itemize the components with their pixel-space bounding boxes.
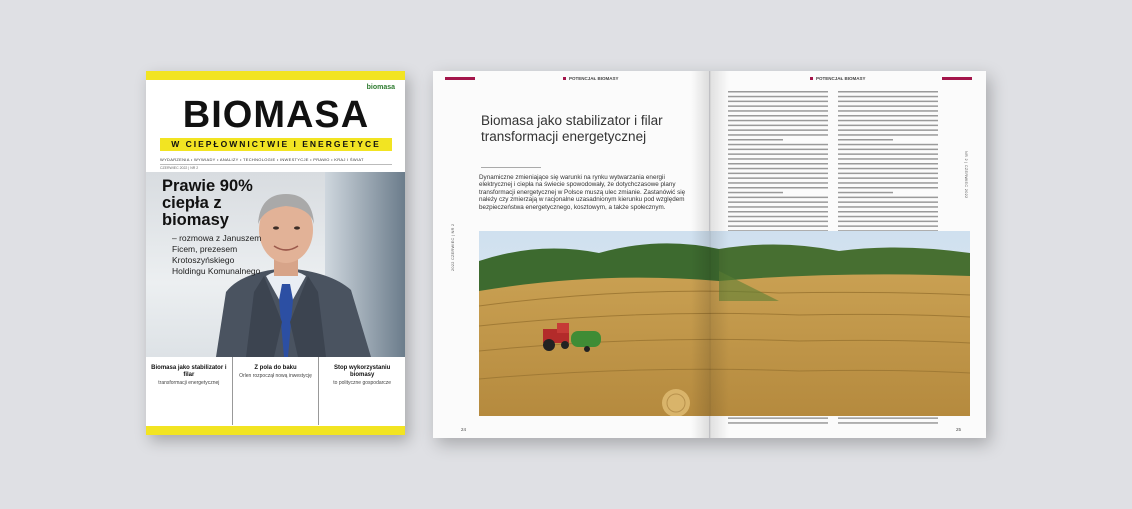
text-line [838,115,938,117]
cover-interview: – rozmowa z Januszem Ficem, prezesem Krotoszyńskiego Holdingu Komunalnego [172,233,262,276]
cover-feature-subtitle: to polityczne gospodarcze [333,380,392,386]
text-line [838,417,938,419]
text-line [728,225,828,227]
text-line [728,197,828,199]
accent-mark [445,77,475,80]
magazine-cover [146,71,405,435]
cover-headline: Prawie 90% ciepła z biomasy [162,177,253,229]
text-line [838,139,893,141]
cover-feature [319,357,405,425]
section-label: POTENCJAŁ BIOMASY [810,76,866,81]
text-line [728,173,828,175]
magazine-spread [433,71,986,438]
text-line [838,101,938,103]
text-line [728,158,828,160]
text-line [838,177,938,179]
text-line [728,168,828,170]
cover-features [146,357,405,425]
text-line [838,187,938,189]
article-title: Biomasa jako stabilizator i filar transformacji energetycznej [481,113,663,144]
title-divider [481,167,541,168]
text-line [838,201,938,203]
text-line [838,134,938,136]
text-line [838,105,938,107]
cover-subtitle: W CIEPŁOWNICTWIE I ENERGETYCE [160,138,392,151]
text-line [838,125,938,127]
article-lead: Dynamiczne zmieniające się warunki na rynku wytwarzania energii elektrycznej i ciepła na świecie spowodowały, że dotychczasowe plany transformacji energetycznej w Polsce muszą ulec zmianie. Zastanówić się należy czy zmierzają w racjonalne uzasadnionym kierunku pod względem bezpieczeństwa energetycznego, kosztowym, a także społecznym. [479,174,686,211]
field-harvest-photo [479,231,970,416]
text-line [838,158,938,160]
text-line [728,129,828,131]
text-line [838,120,938,122]
text-line [838,211,938,213]
cover-bottom-bar [146,426,405,435]
text-line [838,168,938,170]
text-line [838,216,938,218]
cover-issue: CZERWIEC 2022 | NR 2 [160,166,199,170]
text-line [728,105,828,107]
text-line [838,192,893,194]
text-line [838,153,938,155]
text-line [838,197,938,199]
text-line [728,187,828,189]
cover-top-bar [146,71,405,80]
text-line [728,134,828,136]
cover-feature-title: Stop wykorzystaniu biomasy [334,365,391,378]
text-line [728,96,828,98]
cover-feature-title: Z pola do baku [254,365,297,371]
text-line [728,101,828,103]
cover-title: BIOMASA [182,94,370,136]
text-line [728,182,828,184]
text-line [728,211,828,213]
cover-feature-subtitle: transformacji energetycznej [158,380,220,386]
cover-feature-title: Biomasa jako stabilizator i filar [151,365,227,378]
text-line [838,225,938,227]
cover-feature [146,357,233,425]
text-line [728,153,828,155]
text-line [728,417,828,419]
text-line [838,163,938,165]
text-line [728,216,828,218]
text-line [728,201,828,203]
text-line [728,91,828,93]
side-issue-label: 2022 CZERWIEC | NR 2 [451,223,455,271]
accent-mark [942,77,972,80]
text-line [838,149,938,151]
text-line [728,422,828,424]
text-line [728,206,828,208]
text-line [728,144,828,146]
text-line [838,422,938,424]
text-line [838,221,938,223]
text-line [838,129,938,131]
text-line [838,144,938,146]
cover-logo: biomasa [366,84,395,91]
text-line [728,115,828,117]
text-line [838,182,938,184]
text-line [728,125,828,127]
page-number-left: 24 [461,427,467,432]
text-line [728,139,783,141]
section-label: POTENCJAŁ BIOMASY [563,76,619,81]
text-line [728,221,828,223]
cover-nav: WYDARZENIA • WYWIADY • ANALIZY • TECHNOLOGIE • INWESTYCJE • PRAWO • KRAJ I ŚWIAT [160,157,392,165]
text-line [838,91,938,93]
cover-feature-subtitle: Orlen rozpoczął nową inwestycję [239,373,312,379]
text-line [728,192,783,194]
text-line [838,96,938,98]
cover-feature [233,357,320,425]
text-line [838,110,938,112]
text-line [838,173,938,175]
page-number-right: 25 [956,427,962,432]
text-line [728,149,828,151]
text-line [728,163,828,165]
text-line [728,120,828,122]
text-line [728,177,828,179]
side-issue-label: NR 2 | CZERWIEC 2022 [964,151,968,199]
text-line [838,206,938,208]
text-line [728,110,828,112]
